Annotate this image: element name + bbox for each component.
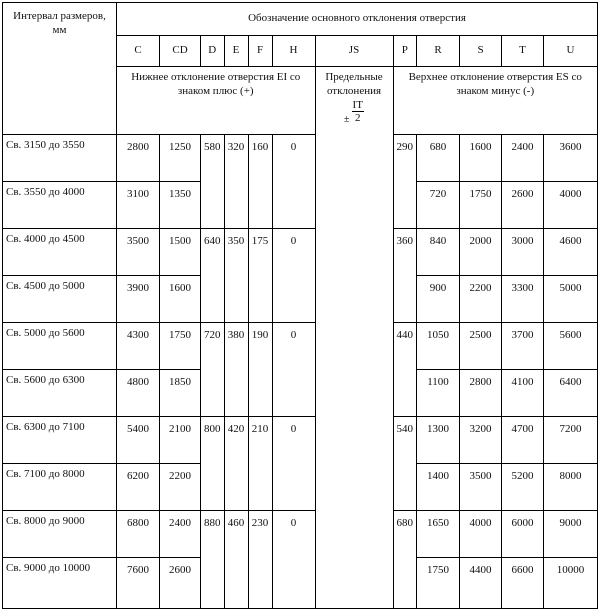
size-range-cell: Св. 7100 до 8000 xyxy=(3,464,117,511)
value-u-cell: 3600 xyxy=(544,135,598,182)
value-u-cell: 7200 xyxy=(544,417,598,464)
size-range-cell: Св. 5000 до 5600 xyxy=(3,323,117,370)
js-formula xyxy=(319,99,390,127)
value-p-cell: 440 xyxy=(393,323,417,417)
js-fraction-numerator: IT xyxy=(352,98,363,111)
table-row xyxy=(3,135,598,182)
value-cd-cell: 1500 xyxy=(160,229,201,276)
value-d-cell: 580 xyxy=(201,135,225,229)
col-header-c: C xyxy=(117,36,160,67)
lower-deviation-header: Нижнее отклонение отверстия EI со знаком плюс (+) xyxy=(117,67,316,135)
value-c-cell: 7600 xyxy=(117,558,160,609)
col-header-u: U xyxy=(544,36,598,67)
value-c-cell: 6800 xyxy=(117,511,160,558)
value-f-cell: 160 xyxy=(248,135,272,229)
js-plus-minus: ± xyxy=(344,113,350,125)
col-header-t: T xyxy=(502,36,544,67)
value-t-cell: 3000 xyxy=(502,229,544,276)
table-row xyxy=(3,229,598,276)
value-f-cell: 175 xyxy=(248,229,272,323)
value-t-cell: 6600 xyxy=(502,558,544,609)
col-header-r: R xyxy=(417,36,460,67)
size-range-cell: Св. 4000 до 4500 xyxy=(3,229,117,276)
upper-deviation-header: Верхнее отклонение отверстия ES со знаком минус (-) xyxy=(393,67,598,135)
value-c-cell: 3100 xyxy=(117,182,160,229)
value-u-cell: 10000 xyxy=(544,558,598,609)
value-r-cell: 720 xyxy=(417,182,460,229)
col-header-d: D xyxy=(201,36,225,67)
value-s-cell: 1750 xyxy=(460,182,502,229)
table-row xyxy=(3,323,598,370)
value-d-cell: 720 xyxy=(201,323,225,417)
value-e-cell: 420 xyxy=(224,417,248,511)
size-range-cell: Св. 3550 до 4000 xyxy=(3,182,117,229)
deviation-table xyxy=(2,2,598,609)
size-range-cell: Св. 8000 до 9000 xyxy=(3,511,117,558)
js-fraction-denominator: 2 xyxy=(354,111,361,124)
value-e-cell: 320 xyxy=(224,135,248,229)
value-s-cell: 2800 xyxy=(460,370,502,417)
col-header-s: S xyxy=(460,36,502,67)
size-range-cell: Св. 5600 до 6300 xyxy=(3,370,117,417)
value-t-cell: 3300 xyxy=(502,276,544,323)
value-t-cell: 4100 xyxy=(502,370,544,417)
value-t-cell: 3700 xyxy=(502,323,544,370)
col-header-f: F xyxy=(248,36,272,67)
value-c-cell: 5400 xyxy=(117,417,160,464)
value-h-cell: 0 xyxy=(272,323,315,417)
value-d-cell: 640 xyxy=(201,229,225,323)
js-cell xyxy=(315,67,393,609)
value-r-cell: 840 xyxy=(417,229,460,276)
table-row xyxy=(3,511,598,558)
value-cd-cell: 1250 xyxy=(160,135,201,182)
value-r-cell: 1100 xyxy=(417,370,460,417)
value-u-cell: 6400 xyxy=(544,370,598,417)
value-p-cell: 360 xyxy=(393,229,417,323)
value-cd-cell: 2100 xyxy=(160,417,201,464)
value-h-cell: 0 xyxy=(272,511,315,609)
value-c-cell: 6200 xyxy=(117,464,160,511)
value-u-cell: 9000 xyxy=(544,511,598,558)
value-e-cell: 380 xyxy=(224,323,248,417)
value-f-cell: 230 xyxy=(248,511,272,609)
value-s-cell: 3200 xyxy=(460,417,502,464)
value-f-cell: 210 xyxy=(248,417,272,511)
value-s-cell: 2200 xyxy=(460,276,502,323)
size-range-cell: Св. 4500 до 5000 xyxy=(3,276,117,323)
value-d-cell: 800 xyxy=(201,417,225,511)
value-t-cell: 2600 xyxy=(502,182,544,229)
value-u-cell: 4000 xyxy=(544,182,598,229)
col-header-e: E xyxy=(224,36,248,67)
size-range-cell: Св. 6300 до 7100 xyxy=(3,417,117,464)
col-header-js: JS xyxy=(315,36,393,67)
js-fraction xyxy=(352,99,364,124)
value-r-cell: 900 xyxy=(417,276,460,323)
value-p-cell: 680 xyxy=(393,511,417,609)
js-note: Предельные отклонения xyxy=(325,71,383,97)
value-cd-cell: 1750 xyxy=(160,323,201,370)
value-c-cell: 3500 xyxy=(117,229,160,276)
value-u-cell: 5600 xyxy=(544,323,598,370)
interval-header: Интервал размеров, мм xyxy=(3,3,117,135)
value-cd-cell: 1850 xyxy=(160,370,201,417)
value-cd-cell: 1350 xyxy=(160,182,201,229)
col-header-p: P xyxy=(393,36,417,67)
value-t-cell: 4700 xyxy=(502,417,544,464)
value-cd-cell: 2200 xyxy=(160,464,201,511)
value-r-cell: 1400 xyxy=(417,464,460,511)
value-s-cell: 2500 xyxy=(460,323,502,370)
value-p-cell: 540 xyxy=(393,417,417,511)
value-e-cell: 460 xyxy=(224,511,248,609)
designation-header: Обозначение основного отклонения отверстия xyxy=(117,3,598,36)
value-u-cell: 4600 xyxy=(544,229,598,276)
value-h-cell: 0 xyxy=(272,135,315,229)
value-t-cell: 6000 xyxy=(502,511,544,558)
value-s-cell: 1600 xyxy=(460,135,502,182)
value-t-cell: 5200 xyxy=(502,464,544,511)
value-r-cell: 1300 xyxy=(417,417,460,464)
value-s-cell: 4400 xyxy=(460,558,502,609)
value-r-cell: 1650 xyxy=(417,511,460,558)
value-u-cell: 8000 xyxy=(544,464,598,511)
value-c-cell: 4800 xyxy=(117,370,160,417)
value-u-cell: 5000 xyxy=(544,276,598,323)
table-row xyxy=(3,417,598,464)
value-e-cell: 350 xyxy=(224,229,248,323)
value-h-cell: 0 xyxy=(272,229,315,323)
col-header-cd: CD xyxy=(160,36,201,67)
value-s-cell: 4000 xyxy=(460,511,502,558)
value-cd-cell: 1600 xyxy=(160,276,201,323)
value-p-cell: 290 xyxy=(393,135,417,229)
value-c-cell: 3900 xyxy=(117,276,160,323)
value-f-cell: 190 xyxy=(248,323,272,417)
size-range-cell: Св. 9000 до 10000 xyxy=(3,558,117,609)
value-t-cell: 2400 xyxy=(502,135,544,182)
value-d-cell: 880 xyxy=(201,511,225,609)
value-cd-cell: 2400 xyxy=(160,511,201,558)
value-s-cell: 3500 xyxy=(460,464,502,511)
value-r-cell: 680 xyxy=(417,135,460,182)
value-c-cell: 2800 xyxy=(117,135,160,182)
value-c-cell: 4300 xyxy=(117,323,160,370)
col-header-h: H xyxy=(272,36,315,67)
size-range-cell: Св. 3150 до 3550 xyxy=(3,135,117,182)
value-h-cell: 0 xyxy=(272,417,315,511)
value-r-cell: 1050 xyxy=(417,323,460,370)
value-cd-cell: 2600 xyxy=(160,558,201,609)
value-s-cell: 2000 xyxy=(460,229,502,276)
value-r-cell: 1750 xyxy=(417,558,460,609)
